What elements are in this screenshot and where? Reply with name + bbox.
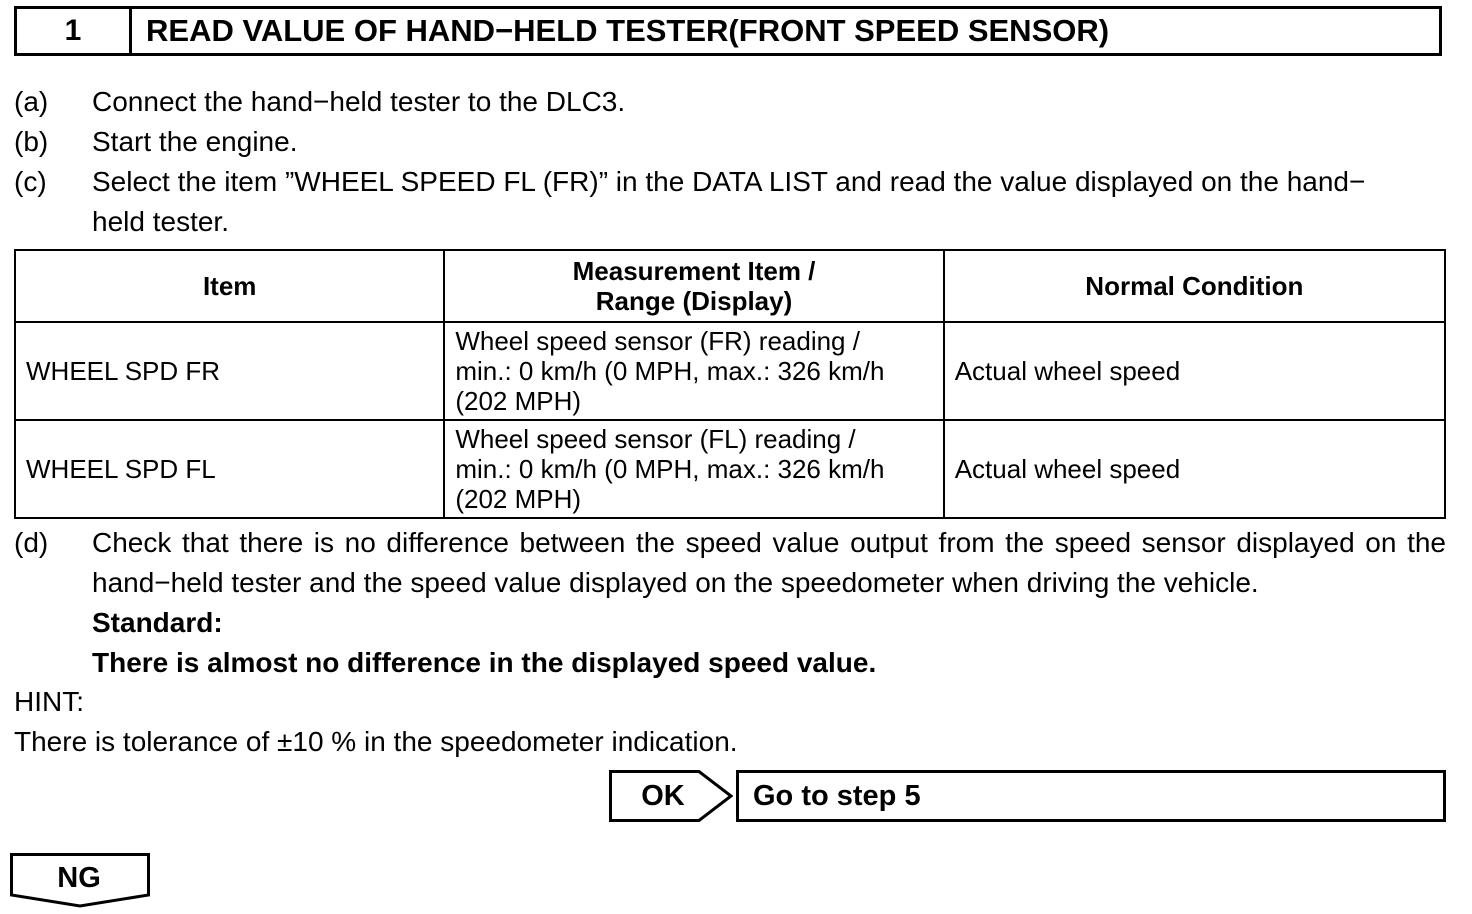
step-d-text: Check that there is no difference between the speed value output from the speed sensor displayed on the hand−held tester and the speed value displayed on the speedometer when driving the vehicle. (92, 527, 1446, 598)
cell-measurement-line1: Wheel speed sensor (FR) reading / (455, 326, 860, 356)
cell-measurement-line3: (202 MPH) (455, 484, 582, 514)
cell-measurement-line2: min.: 0 km/h (0 MPH, max.: 326 km/h (455, 454, 885, 484)
cell-measurement-line2: min.: 0 km/h (0 MPH, max.: 326 km/h (455, 356, 885, 386)
header-measurement-line1: Measurement Item / (572, 256, 816, 286)
header-normal: Normal Condition (944, 250, 1445, 322)
cell-measurement (444, 322, 943, 420)
go-to-step-text: Go to step 5 (753, 779, 921, 812)
standard-label: Standard: (92, 607, 223, 638)
cell-item: WHEEL SPD FL (15, 420, 444, 518)
data-list-table (14, 249, 1446, 519)
step-a-text: Connect the hand−held tester to the DLC3. (92, 86, 626, 117)
step-header (14, 6, 1442, 56)
hint-text: There is tolerance of ±10 % in the speedometer indication. (14, 726, 738, 757)
table-row (15, 420, 1445, 518)
step-b (14, 122, 1446, 162)
ok-label: OK (641, 779, 685, 812)
step-c-label: (c) (14, 166, 47, 197)
ng-label: NG (57, 861, 101, 894)
step-number: 1 (17, 9, 132, 53)
cell-measurement (444, 420, 943, 518)
step-c (14, 162, 1446, 242)
step-a-label: (a) (14, 86, 49, 117)
header-measurement (444, 250, 943, 322)
standard-text: There is almost no difference in the displayed speed value. (92, 647, 877, 678)
header-item: Item (15, 250, 444, 322)
table-row (15, 322, 1445, 420)
step-d-label: (d) (14, 527, 49, 558)
cell-normal: Actual wheel speed (944, 322, 1445, 420)
cell-normal: Actual wheel speed (944, 420, 1445, 518)
step-c-line1: Select the item ”WHEEL SPEED FL (FR)” in the DATA LIST and read the value displayed on the hand− (92, 166, 1366, 197)
step-a (14, 82, 1446, 122)
hint-label: HINT: (14, 686, 84, 717)
go-to-step-box (736, 770, 1446, 822)
header-measurement-line2: Range (Display) (595, 286, 793, 316)
step-c-line2: held tester. (92, 206, 229, 237)
cell-measurement-line3: (202 MPH) (455, 386, 582, 416)
step-title: READ VALUE OF HAND−HELD TESTER(FRONT SPEED SENSOR) (146, 13, 1110, 48)
step-b-text: Start the engine. (92, 126, 298, 157)
step-d (14, 523, 1446, 683)
cell-item: WHEEL SPD FR (15, 322, 444, 420)
step-b-label: (b) (14, 126, 49, 157)
cell-measurement-line1: Wheel speed sensor (FL) reading / (455, 424, 856, 454)
table-header-row (15, 250, 1445, 322)
